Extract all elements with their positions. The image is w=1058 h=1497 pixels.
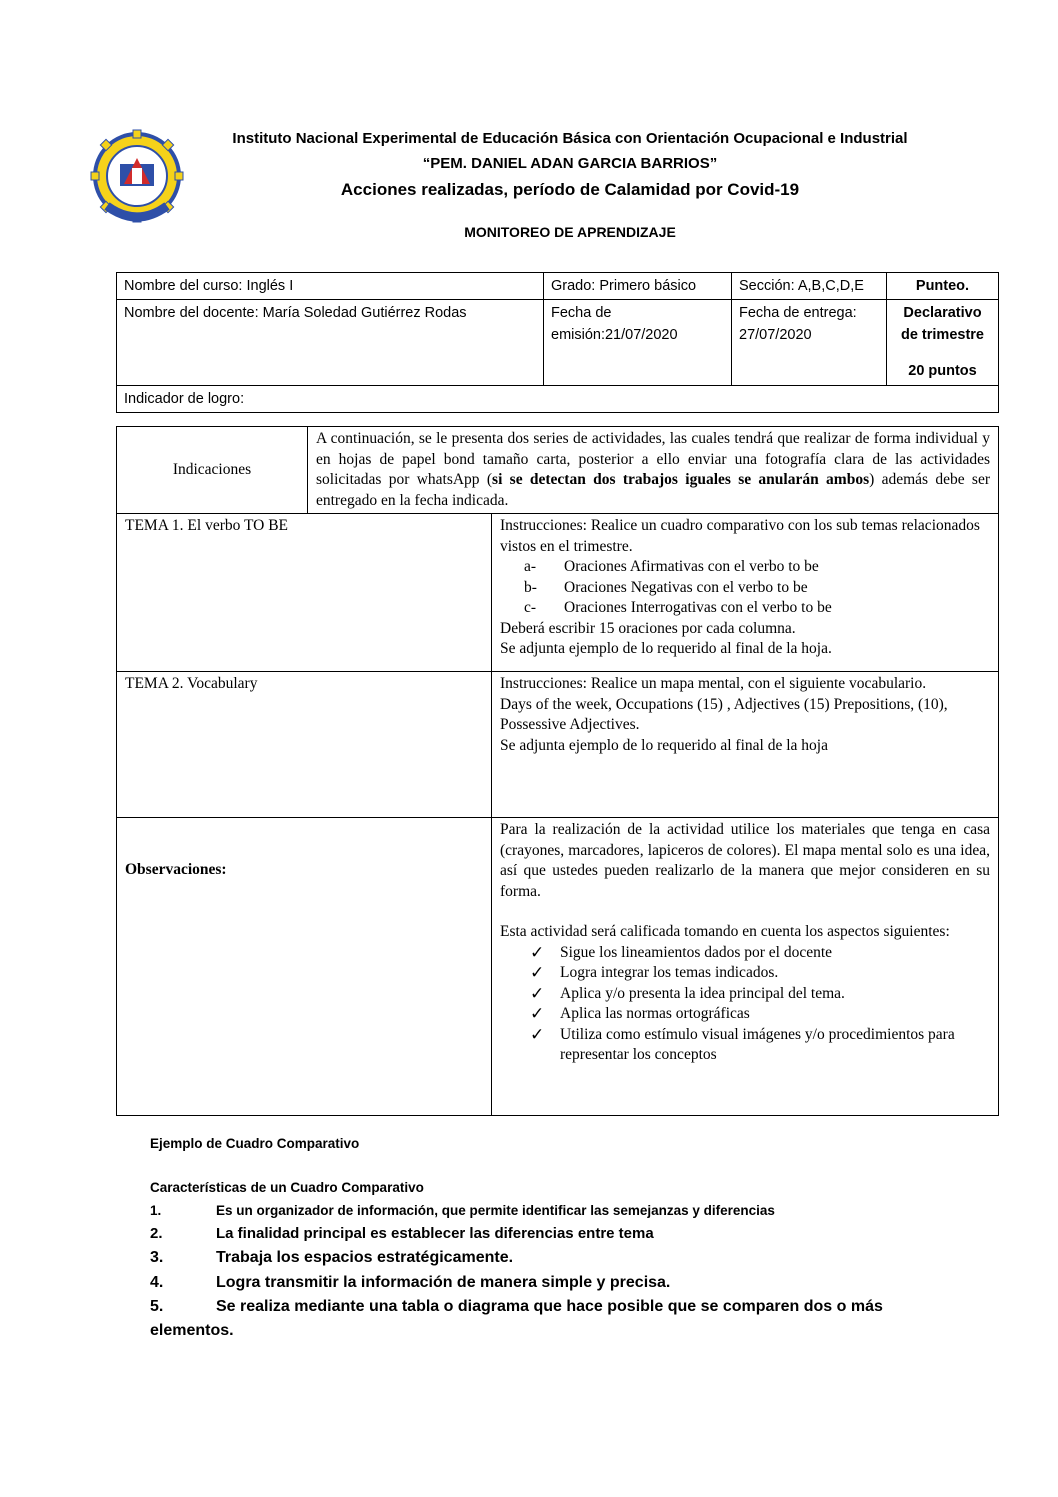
school-name: “PEM. DANIEL ADAN GARCIA BARRIOS” [422,155,718,172]
tema2-content [492,672,999,818]
characteristic-item: 2. La finalidad principal es establecer las diferencias entre tema [150,1225,654,1242]
delivery-date-line1: Fecha de entrega: [739,305,857,321]
section: Sección: A,B,C,D,E [732,273,887,300]
characteristic-item: 1. Es un organizador de información, que permite identificar las semejanzas y diferencias [150,1203,775,1218]
issue-date [544,300,732,386]
score-type-line1: Declarativo [903,305,982,321]
points: 20 puntos [908,363,977,379]
indications-text [308,427,999,514]
observations-label: Observaciones: [125,861,227,878]
tema1-title: TEMA 1. El verbo TO BE [117,514,492,672]
issue-date-line2: emisión:21/07/2020 [551,327,678,343]
check-icon: ✓ [530,963,545,982]
document-title: MONITOREO DE APRENDIZAJE [464,224,676,240]
tema2-vocab: Days of the week, Occupations (15) , Adjectives (15) Prepositions, (10), Possessive Adjectives. [500,695,948,733]
teacher-name: Nombre del docente: María Soledad Gutiérrez Rodas [117,300,544,386]
characteristic-item: 4. Logra transmitir la información de manera simple y precisa. [150,1274,671,1291]
course-info-table [116,272,999,413]
observations-label-cell [117,818,492,1116]
activities-table [116,426,999,1116]
institution-name: Instituto Nacional Experimental de Educación Básica con Orientación Ocupacional e Industrial [232,130,908,147]
score-label: Punteo. [887,273,999,300]
tema1-note2: Se adjunta ejemplo de lo requerido al final de la hoja. [500,640,832,657]
observations-text1: Para la realización de la actividad utilice los materiales que tenga en casa (crayones, marcadores, lapiceros de colores). El mapa mental solo es una idea, así que ustedes pueden realizarlo de la manera que mejor consideren en su forma. [500,821,990,900]
check-icon: ✓ [530,983,545,1003]
tema1-content [492,514,999,672]
check-icon: ✓ [530,1004,545,1023]
document-subtitle: Acciones realizadas, período de Calamidad por Covid-19 [340,180,800,199]
indications-text-a: A continuación, se le presenta dos series de actividades, las cuales tendrá que realizar de forma individual y en hojas de papel bond tamaño carta, posterior a ello enviar una fotografía clara de las actividades solicitadas por whatsApp ( [316,430,990,488]
tema2-instructions: Instrucciones: Realice un mapa mental, con el siguiente vocabulario. [500,675,927,692]
observations-content [492,818,999,1116]
indications-label: Indicaciones [117,427,308,514]
score-type-line2: de trimestre [900,327,984,343]
tema1-item: c- Oraciones Interrogativas con el verbo to be [524,599,832,616]
criteria-item: ✓ Sigue los lineamientos dados por el docente [530,942,833,962]
tema1-instructions: Instrucciones: Realice un cuadro comparativo con los sub temas relacionados vistos en el trimestre. [500,517,980,555]
observations-text2: Esta actividad será calificada tomando en cuenta los aspectos siguientes: [500,923,950,940]
indications-text-b: ) además debe ser entregado en la fecha indicada. [316,471,990,509]
characteristics-title: Características de un Cuadro Comparativo [150,1180,424,1195]
tema2-note: Se adjunta ejemplo de lo requerido al final de la hoja [500,736,828,754]
characteristic-item: 5. Se realiza mediante una tabla o diagrama que hace posible que se comparen dos o más elementos. [150,1298,883,1339]
tema1-item: a- Oraciones Afirmativas con el verbo to be [524,558,819,575]
delivery-date-line2: 27/07/2020 [739,327,812,343]
tema2-title: TEMA 2. Vocabulary [117,672,492,818]
achievement-indicator: Indicador de logro: [117,386,999,413]
tema1-note1: Deberá escribir 15 oraciones por cada columna. [500,619,796,637]
criteria-item: ✓ Utiliza como estímulo visual imágenes y/o procedimientos para representar los conceptos [500,1025,990,1066]
characteristic-item: 3. Trabaja los espacios estratégicamente. [150,1249,514,1266]
indications-warning: si se detectan dos trabajos iguales se anularán ambos [492,471,870,488]
criteria-item: ✓ Logra integrar los temas indicados. [530,963,779,982]
tema1-item: b- Oraciones Negativas con el verbo to be [524,578,808,596]
criteria-item: ✓ Aplica y/o presenta la idea principal del tema. [530,983,845,1003]
characteristics-list [150,1200,910,1343]
grade: Grado: Primero básico [544,273,732,300]
check-icon: ✓ [530,1024,545,1044]
score-type [887,300,999,386]
example-title: Ejemplo de Cuadro Comparativo [150,1136,360,1151]
check-icon: ✓ [530,942,545,962]
criteria-item: ✓ Aplica las normas ortográficas [530,1004,750,1023]
course-name: Nombre del curso: Inglés I [117,273,544,300]
delivery-date [732,300,887,386]
issue-date-line1: Fecha de [551,305,612,321]
